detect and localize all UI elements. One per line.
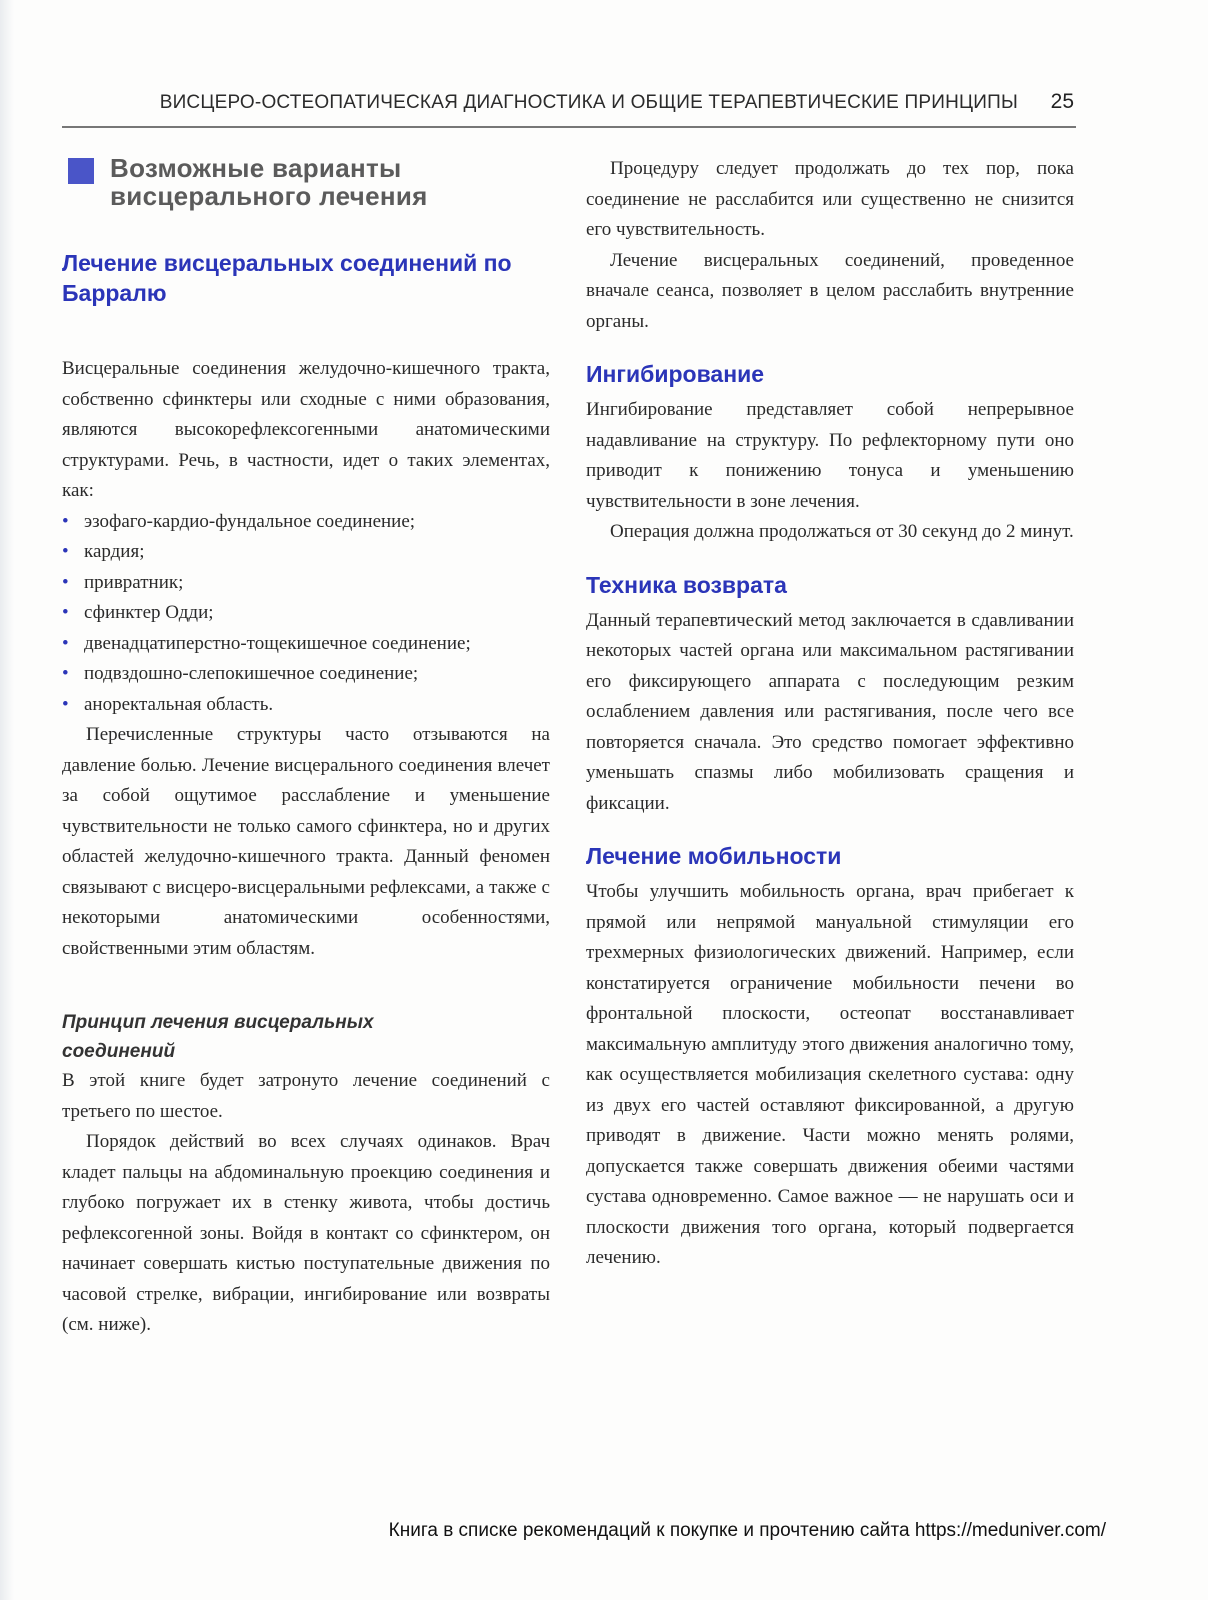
heading-mobility: Лечение мобильности — [586, 843, 842, 869]
left-column — [62, 150, 550, 1341]
heading-principle: Принцип лечения висцеральных соединений — [62, 1012, 374, 1062]
paragraph-intro: Висцеральные соединения желудочно-кишечного тракта, собственно сфинктеры или сходные с ними образования, являются высокорефлексогенными анатомическими структурами. Речь, в частности, идет о таких элементах, как: — [62, 358, 550, 501]
right-column — [586, 150, 1074, 1274]
paragraph-structures: Перечисленные структуры часто отзываются на давление болью. Лечение висцерального соединения влечет за собой ощутимое расслабление и уменьшение чувствительности не только самого сфинктера, но и других областей желудочно-кишечного тракта. Данный феномен связывают с висцеро-висцеральными рефлексами, а также с некоторыми анатомическими особенностями, свойственными этим областям. — [62, 724, 550, 959]
running-header — [62, 88, 1076, 128]
page-edge-shadow — [0, 0, 14, 1600]
paragraph-book-scope: В этой книге будет затронуто лечение соединений с третьего по шестое. — [62, 1070, 550, 1122]
page-number: 25 — [1050, 90, 1074, 113]
paragraph-duration: Операция должна продолжаться от 30 секунд до 2 минут. — [610, 521, 1074, 542]
heading-inhibition: Ингибирование — [586, 361, 765, 387]
paragraph-mobility: Чтобы улучшить мобильность органа, врач прибегает к прямой или непрямой мануальной стимуляции его трехмерных физиологических движений. Например, если констатируется ограничение мобильности печени во фронтальной плоскости, остеопат восстанавливает максимальную амплитуду этого движения аналогично тому, как осуществляется мобилизация скелетного сустава: одну из двух его частей оставляют фиксированной, а другую приводят в движение. Части можно менять ролями, допускается также совершать движения обеими частями сустава одновременно. Самое важное — не нарушать оси и плоскости движения того органа, который подвергается лечению. — [586, 881, 1074, 1268]
paragraph-continue: Процедуру следует продолжать до тех пор, пока соединение не расслабится или существенно не снизится его чувствительность. — [586, 158, 1074, 240]
sphincter-list — [62, 507, 550, 721]
list-item: • привратник; — [62, 568, 550, 599]
heading-return-technique: Техника возврата — [586, 571, 787, 598]
section-title-block — [62, 154, 550, 210]
list-item: • двенадцатиперстно-тощекишечное соединение; — [62, 629, 550, 660]
list-item: • эзофаго-кардио-фундальное соединение; — [62, 507, 550, 538]
running-title: ВИСЦЕРО-ОСТЕОПАТИЧЕСКАЯ ДИАГНОСТИКА И ОБЩИЕ ТЕРАПЕВТИЧЕСКИЕ ПРИНЦИПЫ — [159, 92, 1018, 113]
paragraph-return-technique: Данный терапевтический метод заключается в сдавливании некоторых частей органа или максимальном растягивании его фиксирующего аппарата с последующим резким ослаблением давления или растягивания, после чего все повторяется сначала. Это средство помогает эффективно уменьшать спазмы либо мобилизовать сращения и фиксации. — [586, 609, 1074, 814]
footer-note: Книга в списке рекомендаций к покупке и прочтению сайта https://meduniver.com/ — [388, 1520, 1106, 1541]
list-item: • подвздошно-слепокишечное соединение; — [62, 659, 550, 690]
section-title: Возможные варианты висцерального лечения — [110, 153, 428, 211]
paragraph-relax: Лечение висцеральных соединений, проведенное вначале сеанса, позволяет в целом расслабить внутренние органы. — [586, 249, 1074, 332]
heading-barral: Лечение висцеральных соединений по Барралю — [62, 250, 512, 306]
paragraph-inhibition: Ингибирование представляет собой непрерывное надавливание на структуру. По рефлекторному пути оно приводит к понижению тонуса и уменьшению чувствительности в зоне лечения. — [586, 399, 1074, 512]
square-bullet-icon — [68, 158, 94, 184]
list-item: • сфинктер Одди; — [62, 598, 550, 629]
paragraph-procedure: Порядок действий во всех случаях одинаков. Врач кладет пальцы на абдоминальную проекцию соединения и глубоко погружает их в стенку живота, чтобы достичь рефлексогенной зоны. Войдя в контакт со сфинктером, он начинает совершать кистью поступательные движения по часовой стрелке, вибрации, ингибирование или возвраты (см. ниже). — [62, 1131, 550, 1335]
list-item: • кардия; — [62, 537, 550, 568]
list-item: • аноректальная область. — [62, 690, 550, 721]
